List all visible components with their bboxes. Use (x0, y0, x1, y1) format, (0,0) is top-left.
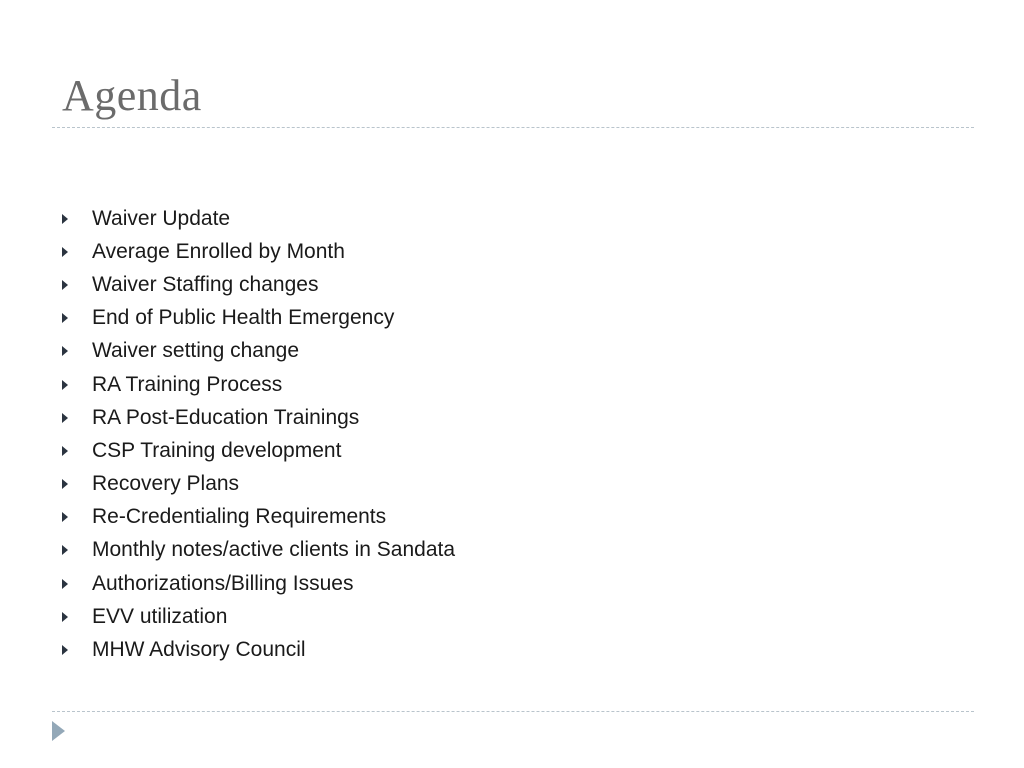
agenda-item (60, 368, 455, 401)
next-slide-arrow-icon[interactable] (52, 721, 65, 741)
triangle-bullet-icon (62, 280, 68, 290)
agenda-item (60, 401, 455, 434)
slide-title: Agenda (62, 71, 202, 120)
triangle-bullet-icon (62, 579, 68, 589)
agenda-item-label: Waiver setting change (92, 339, 299, 363)
agenda-item (60, 302, 455, 335)
agenda-item (60, 501, 455, 534)
agenda-item-label: CSP Training development (92, 438, 342, 462)
agenda-item-label: Recovery Plans (92, 472, 240, 496)
agenda-item (60, 434, 455, 467)
agenda-item (60, 235, 455, 268)
agenda-item-label: End of Public Health Emergency (92, 306, 395, 330)
agenda-item-label: Re-Credentialing Requirements (92, 505, 387, 529)
triangle-bullet-icon (62, 512, 68, 522)
agenda-item-label: Waiver Update (92, 206, 231, 230)
agenda-item (60, 600, 455, 633)
agenda-item (60, 567, 455, 600)
triangle-bullet-icon (62, 612, 68, 622)
agenda-item (60, 468, 455, 501)
agenda-item-label: RA Post-Education Trainings (92, 405, 360, 429)
agenda-item-label: Monthly notes/active clients in Sandata (92, 538, 456, 562)
agenda-item-label: RA Training Process (92, 372, 283, 396)
triangle-bullet-icon (62, 247, 68, 257)
triangle-bullet-icon (62, 214, 68, 224)
agenda-item-label: Waiver Staffing changes (92, 272, 319, 296)
agenda-item (60, 202, 455, 235)
triangle-bullet-icon (62, 446, 68, 456)
footer-divider (52, 711, 974, 712)
triangle-bullet-icon (62, 346, 68, 356)
triangle-bullet-icon (62, 645, 68, 655)
agenda-item (60, 335, 455, 368)
agenda-item-label: Average Enrolled by Month (92, 239, 345, 263)
agenda-item (60, 534, 455, 567)
agenda-item-label: EVV utilization (92, 604, 228, 628)
triangle-bullet-icon (62, 479, 68, 489)
agenda-item (60, 268, 455, 301)
title-divider (52, 127, 974, 128)
agenda-list (60, 202, 455, 667)
agenda-item (60, 633, 455, 666)
agenda-item-label: MHW Advisory Council (92, 638, 306, 662)
triangle-bullet-icon (62, 380, 68, 390)
agenda-item-label: Authorizations/Billing Issues (92, 571, 354, 595)
triangle-bullet-icon (62, 313, 68, 323)
triangle-bullet-icon (62, 413, 68, 423)
triangle-bullet-icon (62, 545, 68, 555)
